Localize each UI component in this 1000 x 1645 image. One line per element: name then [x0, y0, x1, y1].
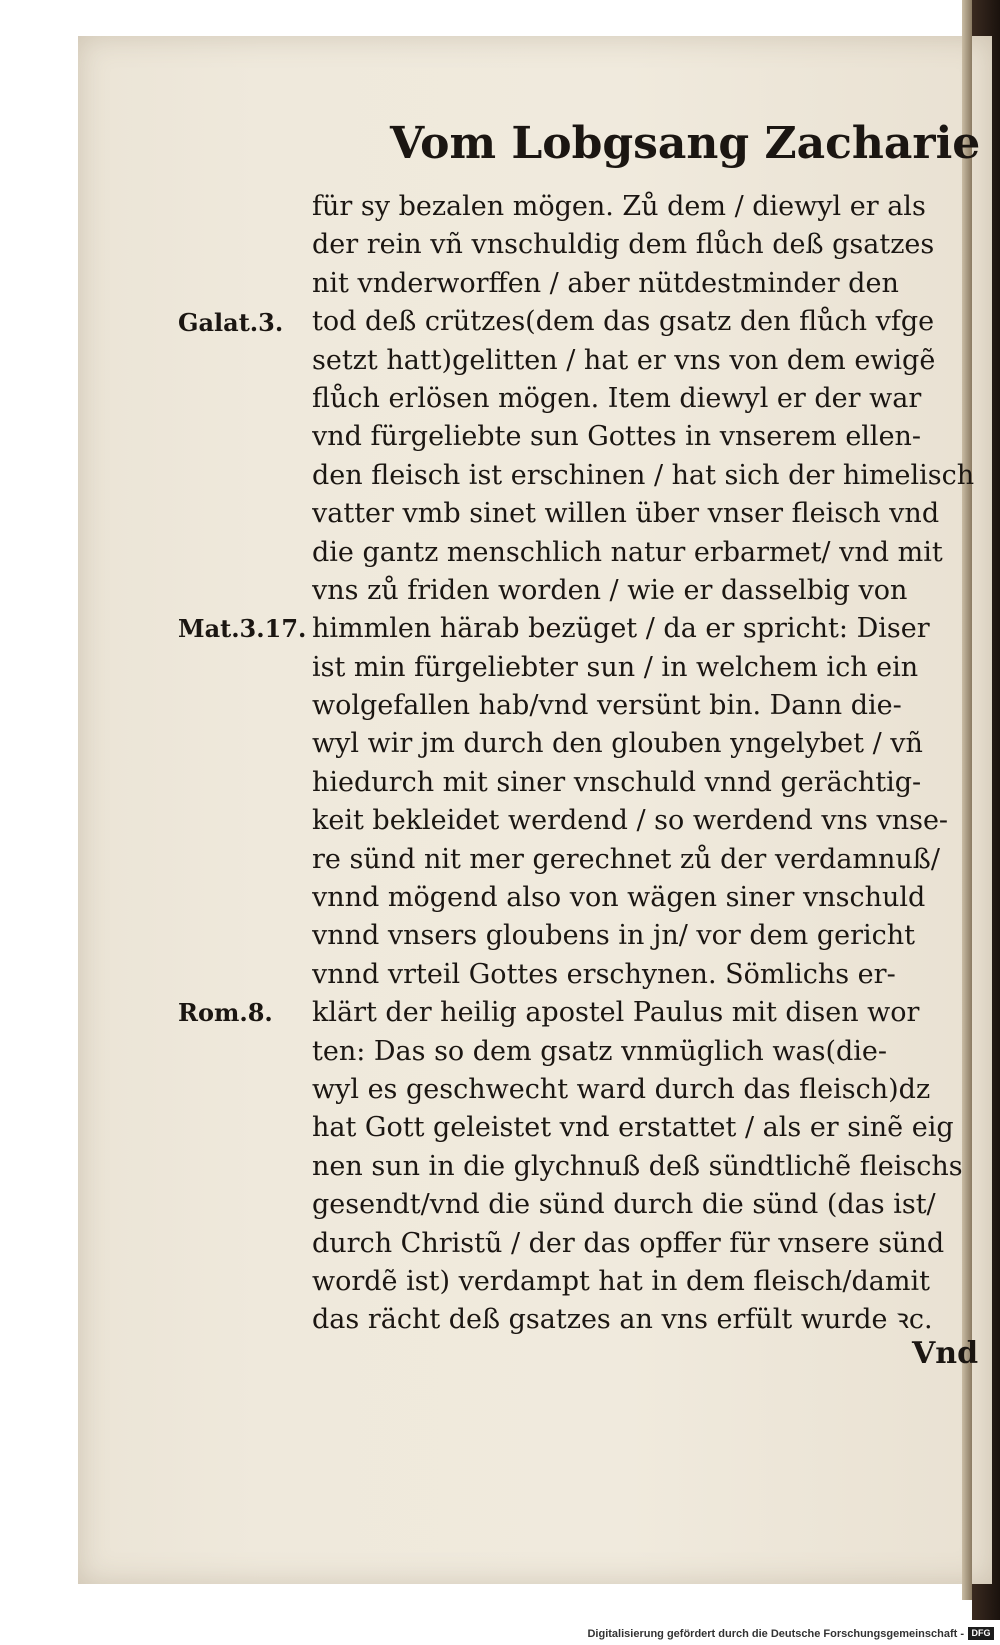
- dfg-logo: DFG: [968, 1627, 994, 1640]
- text-line: das rächt deß gsatzes an vns erfült wurde ꝛc.: [312, 1304, 933, 1336]
- text-line: für sy bezalen mögen. Zů dem / diewyl er als: [312, 191, 926, 222]
- text-line: den fleisch ist erschinen / hat sich der himelisch: [312, 459, 975, 491]
- text-line: re sünd nit mer gerechnet zů der verdamnuß/: [312, 843, 940, 875]
- text-line: tod deß crützes(dem das gsatz den flůch vfge: [312, 306, 935, 338]
- footer-credit: Digitalisierung gefördert durch die Deutsche Forschungsgemeinschaft -: [587, 1628, 964, 1640]
- text-line: vnnd mögend also von wägen siner vnschuld: [312, 882, 926, 914]
- text-line: durch Christũ / der das opffer für vnsere sünd: [312, 1227, 945, 1259]
- text-line: setzt hatt)gelitten / hat er vns von dem ewigẽ: [312, 344, 936, 376]
- text-line: wyl es geschwecht ward durch das fleisch)dz: [312, 1073, 931, 1105]
- text-line: hiedurch mit siner vnschuld vnnd gerächtig-: [312, 766, 922, 798]
- text-line: die gantz menschlich natur erbarmet/ vnd mit: [312, 536, 943, 568]
- margin-note-galat: Galat.3.: [178, 308, 284, 337]
- text-line: flůch erlösen mögen. Item diewyl er der war: [312, 382, 922, 414]
- text-line: vnnd vnsers gloubens in jn/ vor dem gericht: [312, 920, 916, 952]
- text-line: vatter vmb sinet willen über vnser fleisch vnd: [312, 498, 940, 530]
- margin-note-mat: Mat.3.17.: [178, 614, 307, 643]
- text-line: vnnd vrteil Gottes erschynen. Sömlichs er-: [312, 958, 896, 990]
- text-line: wyl wir jm durch den glouben yngelybet / vñ: [312, 728, 923, 760]
- text-line: ten: Das so dem gsatz vnmüglich was(die-: [312, 1035, 888, 1067]
- text-line: nen sun in die glychnuß deß sündtlichẽ fleischs: [312, 1150, 963, 1182]
- text-line: der rein vñ vnschuldig dem flůch deß gsatzes: [312, 229, 935, 261]
- text-line: wolgefallen hab/vnd versünt bin. Dann die-: [312, 690, 902, 722]
- text-line: vns zů friden worden / wie er dasselbig von: [312, 574, 908, 606]
- text-line: himmlen härab bezüget / da er spricht: Diser: [312, 613, 930, 645]
- margin-note-rom: Rom.8.: [178, 998, 273, 1027]
- text-line: wordẽ ist) verdampt hat in dem fleisch/damit: [312, 1265, 930, 1297]
- running-head: Vom Lobgsang Zacharie: [390, 118, 981, 169]
- body-text: [312, 188, 982, 1340]
- text-line: ist min fürgeliebter sun / in welchem ich ein: [312, 651, 919, 683]
- text-line: gesendt/vnd die sünd durch die sünd (das ist/: [312, 1189, 936, 1221]
- catchword: Vnd: [912, 1336, 979, 1371]
- text-line: klärt der heilig apostel Paulus mit disen wor: [312, 997, 920, 1029]
- text-line: keit bekleidet werdend / so werdend vns vnse-: [312, 805, 949, 837]
- text-line: vnd fürgeliebte sun Gottes in vnserem ellen-: [312, 421, 922, 453]
- text-line: hat Gott geleistet vnd erstattet / als er sinẽ eig: [312, 1112, 954, 1144]
- text-line: nit vnderworffen / aber nütdestminder den: [312, 267, 899, 299]
